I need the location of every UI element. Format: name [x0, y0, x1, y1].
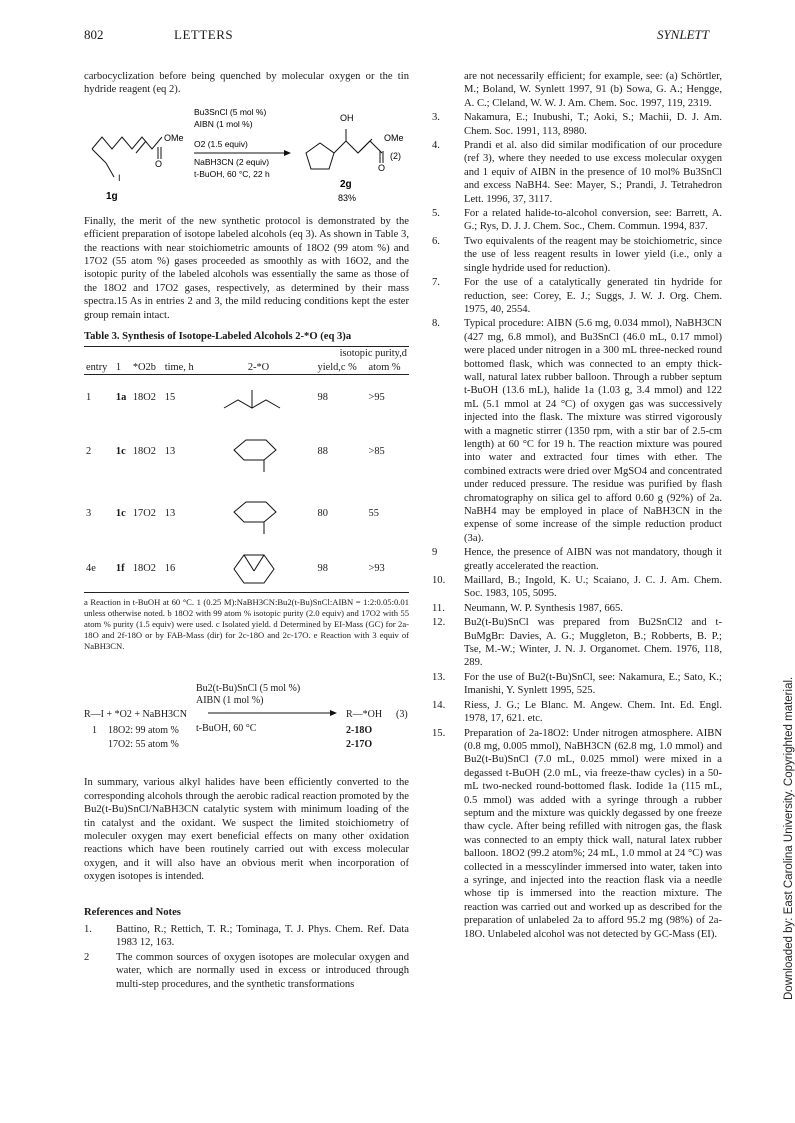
svg-text:t-BuOH, 60 °C, 22 h: t-BuOH, 60 °C, 22 h [194, 168, 270, 179]
reference-item: 14. Riess, J. G.; Le Blanc. M. Angew. Chem. Int. Ed. Engl. 1978, 17, 621. etc. [432, 699, 722, 725]
section-title: LETTERS [174, 27, 234, 42]
paragraph-isotope: Finally, the merit of the new synthetic protocol is demonstrated by the efficient preparation of isotope labeled alcohols (eq 3). As shown in Table 3, the reactions with near stoichiometric amounts of 18O2 (99 atom %) and 17O2 (55 atom %) gases proceeded as smoothly as with 16O2, and the isotopic purity of the labeled alcohols was essentially the same as those of the 18O2 and 17O2 gases, respectively, as determined by their mass spectra.15 As in entries 2 and 3, the mild reducing conditions kept the ester group remain intact. [84, 215, 409, 321]
left-column [84, 70, 409, 992]
table-header-cell: atom % [368, 361, 401, 373]
reference-item: 7. For the use of a catalytically generated tin hydride for reduction, see: Corey, E. J.; Suggs, J. W. J. Org. Chem. 1975, 40, 2554. [432, 277, 722, 315]
table-header-cell: yield,c % [317, 361, 357, 373]
page-number: 802 [84, 27, 104, 42]
summary-paragraph: In summary, various alkyl halides have been efficiently converted to the corresponding alcohols through the aerobic radical reaction promoted by the Bu2(t-Bu)SnCl/NaBH3CN catalytic system with minimum loading of the tin catalyst and the oxidant. We suspect the limited stoichiometry of moleculer oxygen may exert beneficial effects on many other oxidation reactions which have been routinely carried out with excess molecular oxygen, and it will also have an obvious merit when incorporation of oxygen isotopes is intended. [84, 777, 409, 883]
table-row: 3 1c 17O2 13 80 55 [84, 483, 409, 545]
svg-text:1g: 1g [106, 190, 118, 202]
reference-item: 4. Prandi et al. also did similar modification of our procedure (ref 3), where they needed to use excess molecular oxygen and 1 equiv of AIBN in the presence of 10 mol% Bu3SnCl and excess NaBH4. See: Mayer, S.; Prandi, J. Tetrahedron Lett. 1996, 37, 3117. [432, 140, 722, 205]
table-row: 4e 1f 18O2 16 98 >93 [84, 545, 409, 593]
download-watermark: Downloaded by: East Carolina University. Copyrighted material. [783, 676, 795, 1000]
table-header-cell: time, h [164, 361, 194, 373]
table-row: 1 1a 18O2 15 98 >95 [84, 375, 409, 421]
svg-text:O: O [155, 158, 163, 169]
svg-text:OH: OH [340, 112, 354, 123]
svg-text:(2): (2) [390, 150, 401, 161]
intro-paragraph: carbocyclization before being quenched by molecular oxygen or the tin hydride reagent (eq 2). [84, 71, 409, 96]
svg-text:O: O [378, 162, 386, 173]
table-header-cell: entry [86, 361, 108, 373]
structure-adamantane [204, 545, 304, 587]
reference-item: 9 Hence, the presence of AIBN was not mandatory, though it greatly accelerated the reaction. [432, 547, 722, 572]
equation-2-scheme [84, 101, 409, 211]
reference-item: 6. Two equivalents of the reagent may be stoichiometric, since the use of less reagent results in lower yield (i.e., only a single hydride used for reduction). [432, 235, 722, 274]
table-header-row [84, 361, 409, 375]
table-header-cell: 2-*O [247, 361, 270, 373]
table-footnote: a Reaction in t-BuOH at 60 °C. 1 (0.25 M):NaBH3CN:Bu2(t-Bu)SnCl:AIBN = 1:2:0.05:0.01 unless otherwise noted. b 18O2 with 99 atom % isotopic purity (2.0 equiv) and 17O2 with 55 atom % purity (1.5 equiv) were used. c Isolated yield. d Determined by EI-Mass (GC) for 2a-18O and 2f-18O or by FAB-Mass (dir) for 2c-18O and 2c-17O. e Reaction with 3 equiv of NaBH3CN. [84, 597, 409, 652]
svg-text:Bu3SnCl (5 mol %): Bu3SnCl (5 mol %) [194, 106, 267, 117]
svg-text:83%: 83% [338, 192, 357, 203]
reference-item: 3. Nakamura, E.; Inubushi, T.; Aoki, S.; Machii, D. J. Am. Chem. Soc. 1991, 113, 8980. [432, 112, 722, 137]
svg-text:OMe: OMe [384, 132, 404, 143]
structure-sugar [204, 484, 304, 540]
svg-text:O2 (1.5 equiv): O2 (1.5 equiv) [194, 138, 248, 149]
right-column [432, 70, 722, 942]
journal-name: SYNLETT [656, 27, 709, 42]
reference-item: 15. Preparation of 2a-18O2: Under nitrogen atmosphere. AIBN (0.8 mg, 0.005 mmol), NaBH3CN (62.8 mg, 1.0 mmol) and Bu2(t-Bu)SnCl (7.0 mL, 0.025 mmol) were mixed in a degassed t-BuOH (2.0 mL, via freeze-thaw cycles) in a 50-mL two-necked round-bottomed flask. Iodide 1a (115 mL, 0.5 mmol) was added with a syringe through a rubber septum and the mixture was quickly degassed by one freeze thaw cycle. After being refilled with nitrogen gas, the flask was connected to an empty thick wall, natural latex rubber balloon. 18O2 (99.2 atom%; 24 mL, 1.0 mmol at 24 °C) was collected in a messcylinder immersed into water, taken into a syringe, and injected into the reaction flask via a needle whose tip is immersed into the reaction mixture. The reaction was carried out and worked up as described for the preparation of unlabeled 2a to afford 95.2 mg (98%) of 2a-18O. Unlabeled alcohol was not detected by GC-Mass (EI). [432, 727, 722, 940]
table-header-cell: 1 [115, 361, 122, 373]
reaction-arrow [208, 708, 338, 718]
structure-2a [204, 376, 304, 416]
running-header [84, 27, 709, 47]
table-3 [84, 346, 409, 593]
reference-item: are not necessarily efficient; for example, see: (a) Schörtler, M.; Boland, W. Synlett 1997, 91 (b) Sowa, G. A.; Hengge, A. C.; Cleland, W. W. J. Am. Chem. Soc. 1997, 119, 2319. [464, 71, 722, 109]
references-title: References and Notes [84, 906, 181, 918]
table-header-top: isotopic purity,d [339, 348, 407, 360]
equation-2-structures [84, 101, 409, 211]
reference-item: 2 The common sources of oxygen isotopes are molecular oxygen and water, which are normally used in excess or introduced through multi-step procedures, and the synthetic transformations [84, 951, 409, 990]
svg-text:AIBN (1 mol %): AIBN (1 mol %) [194, 118, 253, 129]
equation-3: Bu2(t-Bu)SnCl (5 mol %) AIBN (1 mol %) R—I + *O2 + NaBH3CN R—*OH (3) t-BuOH, 60 °C 1 18O2: 99 atom % 17O2: 55 atom % 2-18O 2-17O [84, 683, 408, 751]
reference-item: 5. For a related halide-to-alcohol conversion, see: Barrett, A. G.; Rys, D. J. J. Chem. Soc., Chem. Commun. 1994, 837. [432, 208, 722, 233]
table-3-title: Table 3. Synthesis of Isotope-Labeled Alcohols 2-*O (eq 3)a [84, 331, 352, 343]
reference-item: 1. Battino, R.; Rettich, T. R.; Tominaga, T. J. Phys. Chem. Ref. Data 1983 12, 163. [84, 923, 409, 949]
svg-text:NaBH3CN (2 equiv): NaBH3CN (2 equiv) [194, 156, 270, 167]
svg-text:OMe: OMe [164, 132, 184, 143]
reference-item: 12. Bu2(t-Bu)SnCl was prepared from Bu2SnCl2 and t-BuMgBr: Davies, A. G.; Muggleton, B.; Robberts, B. P.; Tse, M.-W.; Winter, J. N. J. Organomet. Chem. 1976, 118, 289. [432, 617, 722, 669]
table-row: 2 1c 18O2 13 88 >85 [84, 421, 409, 483]
reference-item: 13. For the use of Bu2(t-Bu)SnCl, see: Nakamura, E.; Sato, K.; Imanishi, Y. Synlett 1995, 525. [432, 671, 722, 697]
table-header-cell: *O2b [132, 361, 156, 373]
reference-item: 11. Neumann, W. P. Synthesis 1987, 665. [432, 602, 623, 614]
reference-item: 8. Typical procedure: AIBN (5.6 mg, 0.034 mmol), NaBH3CN (427 mg, 6.8 mmol), and Bu3SnCl (46.0 mL, 0.17 mmol) were placed under nitrogen in a 300 mL three-necked round bottomed flask, which was connected to an empty thick-wall, natural latex rubber balloon. Through a rubber septum t-BuOH (13.6 mL), halide 1a (1.03 g, 3.4 mmol) and 122 mL (5.1 mmol at 24 °C) of oxygen gas was successively injected into the flask. The mixture was stirred vigorously with a magnetic stirrer (1350 rpm, with a stir bar of 2.5-cm length) at 60 °C for 19 h. The reaction mixture was poured into water and extracted four times with ether. The combined extracts were dried over MgSO4 and concentrated under reduced pressure. The residue was purified by flash chromatography on silica gel to afford 0.60 g (92%) of 2a. NaBH4 may be employed in place of NaBH3CN in the expense of some increase of the simple reduction product (3a). [432, 318, 722, 544]
svg-text:I: I [118, 172, 121, 183]
structure-sugar [204, 422, 304, 478]
reference-item: 10. Maillard, B.; Ingold, K. U.; Scaiano, J. C. J. Am. Chem. Soc. 1983, 105, 5095. [432, 575, 722, 600]
svg-text:2g: 2g [340, 178, 352, 190]
